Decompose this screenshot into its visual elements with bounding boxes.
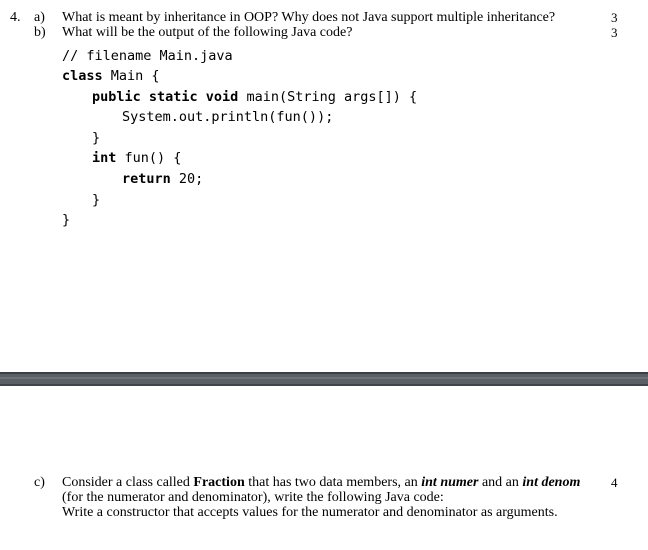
- code-return-keyword: return: [122, 171, 171, 187]
- code-fun-keyword: int: [92, 150, 117, 166]
- int-denom-member: int denom: [522, 475, 581, 490]
- code-main-keywords: public static void: [92, 89, 239, 105]
- code-main-rest: main(String args[]) {: [238, 89, 418, 105]
- part-c-line-3: Write a constructor that accepts values for the numerator and denominator as arguments.: [62, 505, 558, 520]
- part-c-line-1: [62, 475, 580, 491]
- part-c-label: c): [34, 475, 45, 490]
- part-c-line-2: (for the numerator and denominator), write the following Java code:: [62, 490, 444, 505]
- code-println-line: System.out.println(fun());: [122, 109, 334, 125]
- code-class-keyword: class: [62, 68, 103, 84]
- page-break-divider: [0, 372, 648, 386]
- part-a-label: a): [34, 10, 45, 25]
- code-comment: // filename Main.java: [62, 48, 233, 64]
- code-class-line: [62, 66, 160, 86]
- part-c-line-1-mid: that has two data members, an: [244, 475, 422, 490]
- code-return-line: [122, 169, 203, 189]
- part-b-text: What will be the output of the following Java code?: [62, 25, 353, 40]
- code-fun-line: [92, 148, 181, 168]
- part-a-marks: 3: [611, 10, 618, 25]
- code-close-main: }: [92, 130, 101, 146]
- code-fun-rest: fun() {: [116, 150, 182, 166]
- code-return-rest: 20;: [170, 171, 204, 187]
- code-class-rest: Main {: [102, 68, 160, 84]
- part-b-label: b): [34, 25, 46, 40]
- code-close-fun: }: [92, 192, 101, 208]
- code-main-line: [92, 87, 417, 107]
- part-a-text: What is meant by inheritance in OOP? Why does not Java support multiple inheritance?: [62, 10, 556, 25]
- question-number: 4.: [10, 10, 21, 25]
- fraction-class-name: Fraction: [193, 475, 245, 490]
- code-close-class: }: [62, 212, 71, 228]
- part-c-marks: 4: [611, 475, 618, 490]
- part-c-line-1-pre: Consider a class called: [62, 475, 194, 490]
- int-numer-member: int numer: [421, 475, 479, 490]
- part-c-line-1-and: and an: [478, 475, 523, 490]
- part-b-marks: 3: [611, 25, 618, 40]
